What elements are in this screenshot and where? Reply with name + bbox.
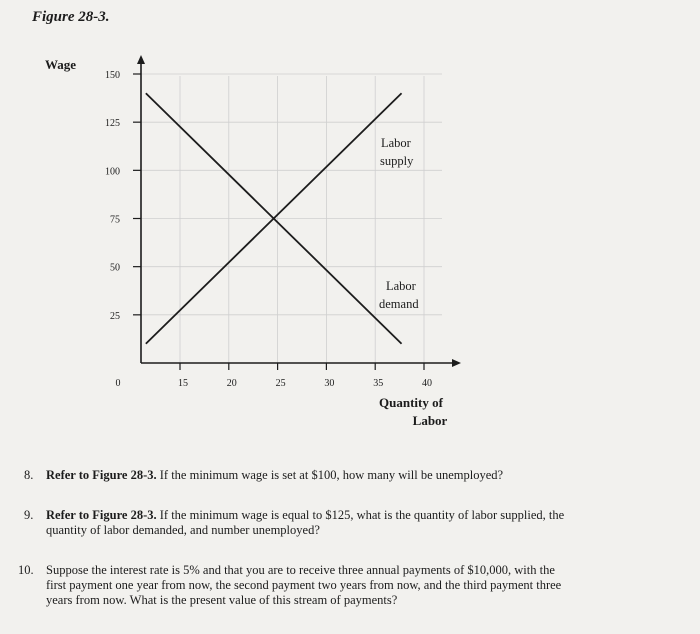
y-tick-label: 50 xyxy=(110,262,120,274)
x-tick-label: 20 xyxy=(226,378,237,389)
question-text-line: If the minimum wage is equal to $125, what is the quantity of labor supplied, the xyxy=(159,508,565,522)
question-text-line: If the minimum wage is set at $100, how many will be unemployed? xyxy=(159,468,504,482)
x-tick-label: 40 xyxy=(422,378,432,389)
y-tick-label: 150 xyxy=(105,70,120,81)
question-bold-ref: Refer to Figure 28-3. xyxy=(46,468,157,482)
y-tick-label: 25 xyxy=(110,310,120,322)
x-tick-label: 30 xyxy=(324,378,335,389)
question-number: 10. xyxy=(18,563,34,577)
question-number: 9. xyxy=(24,508,34,522)
x-tick-label: 0 xyxy=(115,378,121,389)
x-tick-label: 25 xyxy=(275,378,286,389)
x-tick-label: 35 xyxy=(373,378,384,389)
question-bold-ref: Refer to Figure 28-3. xyxy=(46,508,157,522)
x-axis-label-line: Labor xyxy=(412,413,448,428)
labor-demand-label: Labor xyxy=(386,279,416,293)
labor-supply-label: Labor xyxy=(381,136,411,150)
y-tick-label: 125 xyxy=(105,118,120,130)
figure-title: Figure 28-3. xyxy=(32,9,110,25)
question-text-line: years from now. What is the present value of this stream of payments? xyxy=(46,593,398,607)
y-axis-label: Wage xyxy=(45,57,77,72)
question-text-line: first payment one year from now, the second payment two years from now, and the third payment three xyxy=(46,578,562,592)
question-text-line: quantity of labor demanded, and number unemployed? xyxy=(46,523,320,537)
labor-supply-label: supply xyxy=(380,154,414,168)
x-tick-label: 15 xyxy=(178,378,188,389)
x-axis-label-line: Quantity of xyxy=(379,395,443,410)
labor-demand-label: demand xyxy=(379,297,419,311)
question-text-line: Suppose the interest rate is 5% and that you are to receive three annual payments of $10,000, with the xyxy=(46,563,555,577)
question-number: 8. xyxy=(24,468,34,482)
y-tick-label: 75 xyxy=(110,214,120,226)
y-tick-label: 100 xyxy=(105,166,120,178)
